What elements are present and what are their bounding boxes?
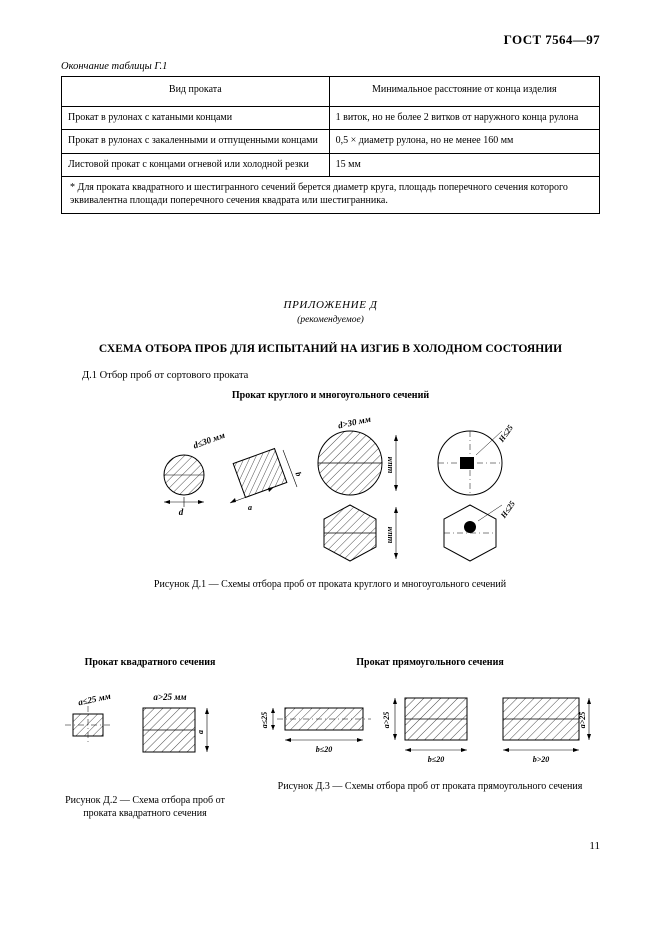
scheme-title: СХЕМА ОТБОРА ПРОБ ДЛЯ ИСПЫТАНИЙ НА ИЗГИБ В ХОЛОДНОМ СОСТОЯНИИ bbox=[98, 343, 563, 355]
data-table bbox=[61, 76, 600, 214]
cell-distance: 1 виток, но не более 2 витков от наружного конца рулона bbox=[329, 106, 599, 130]
figure-d1-caption: Рисунок Д.1 — Схемы отбора проб от проката круглого и многоугольного сечений bbox=[153, 579, 507, 590]
svg-text:a>25: a>25 bbox=[382, 711, 391, 729]
figure-d1-svg bbox=[150, 405, 530, 575]
svg-text:a: a bbox=[196, 730, 205, 734]
svg-text:d: d bbox=[178, 507, 184, 517]
appendix-title: ПРИЛОЖЕНИЕ Д bbox=[283, 299, 378, 311]
figure1-heading: Прокат круглого и многоугольного сечений bbox=[231, 390, 430, 401]
figure3-heading: Прокат прямоугольного сечения bbox=[356, 657, 504, 668]
table-col-header-distance: Минимальное расстояние от конца изделия bbox=[329, 77, 599, 107]
svg-text:шим: шим bbox=[385, 526, 394, 544]
cell-kind: Прокат в рулонах с закаленными и отпущенными концами bbox=[62, 130, 330, 154]
table-footnote-row bbox=[62, 177, 600, 214]
svg-text:b≤20: b≤20 bbox=[315, 745, 333, 754]
svg-text:шим: шим bbox=[385, 456, 394, 474]
table-caption: Окончание таблицы Г.1 bbox=[61, 61, 168, 72]
table-row bbox=[62, 130, 600, 154]
svg-text:Н≤25: Н≤25 bbox=[496, 423, 515, 444]
appendix-subtitle: (рекомендуемое) bbox=[297, 315, 364, 325]
table-header-row bbox=[62, 77, 600, 107]
svg-text:a: a bbox=[248, 503, 252, 512]
figure-d2-drawing bbox=[55, 680, 245, 780]
table-row bbox=[62, 106, 600, 130]
svg-text:a≤25: a≤25 bbox=[260, 711, 269, 729]
cell-distance: 0,5 × диаметр рулона, но не менее 160 мм bbox=[329, 130, 599, 154]
table-footnote: * Для проката квадратного и шестигранного сечений берется диаметр круга, площадь поперечного сечения которого эквивалентна площади поперечного сечения квадрата или шестигранника. bbox=[62, 177, 600, 214]
figure-d3-caption: Рисунок Д.3 — Схемы отбора проб от проката прямоугольного сечения bbox=[277, 781, 583, 792]
cell-distance: 15 мм bbox=[329, 153, 599, 177]
figure-d1-drawing bbox=[150, 405, 530, 575]
svg-text:b≤20: b≤20 bbox=[427, 755, 445, 764]
svg-text:d>30 мм: d>30 мм bbox=[337, 413, 372, 431]
table-col-header-kind: Вид проката bbox=[62, 77, 330, 107]
standard-number: ГОСТ 7564—97 bbox=[503, 32, 600, 47]
section-d1-heading: Д.1 Отбор проб от сортового проката bbox=[82, 370, 249, 381]
figure2-heading: Прокат квадратного сечения bbox=[84, 657, 216, 668]
svg-text:Н≤25: Н≤25 bbox=[498, 499, 517, 520]
cell-kind: Прокат в рулонах с катаными концами bbox=[62, 106, 330, 130]
svg-text:a>25 мм: a>25 мм bbox=[153, 692, 187, 702]
svg-text:b: b bbox=[293, 470, 304, 478]
svg-text:b>20: b>20 bbox=[532, 755, 550, 764]
figure-d3-svg bbox=[255, 680, 605, 775]
svg-text:d≤30 мм: d≤30 мм bbox=[191, 429, 227, 451]
figure-d2-svg bbox=[55, 680, 245, 780]
cell-kind: Листовой прокат с концами огневой или холодной резки bbox=[62, 153, 330, 177]
svg-text:a≤25 мм: a≤25 мм bbox=[77, 690, 112, 708]
svg-text:a>25: a>25 bbox=[578, 711, 587, 729]
figure-d3-drawing bbox=[255, 680, 605, 775]
page-number: 11 bbox=[589, 840, 600, 852]
figure-d2-caption: Рисунок Д.2 — Схема отбора проб от проката квадратного сечения bbox=[65, 795, 225, 819]
table-row bbox=[62, 153, 600, 177]
